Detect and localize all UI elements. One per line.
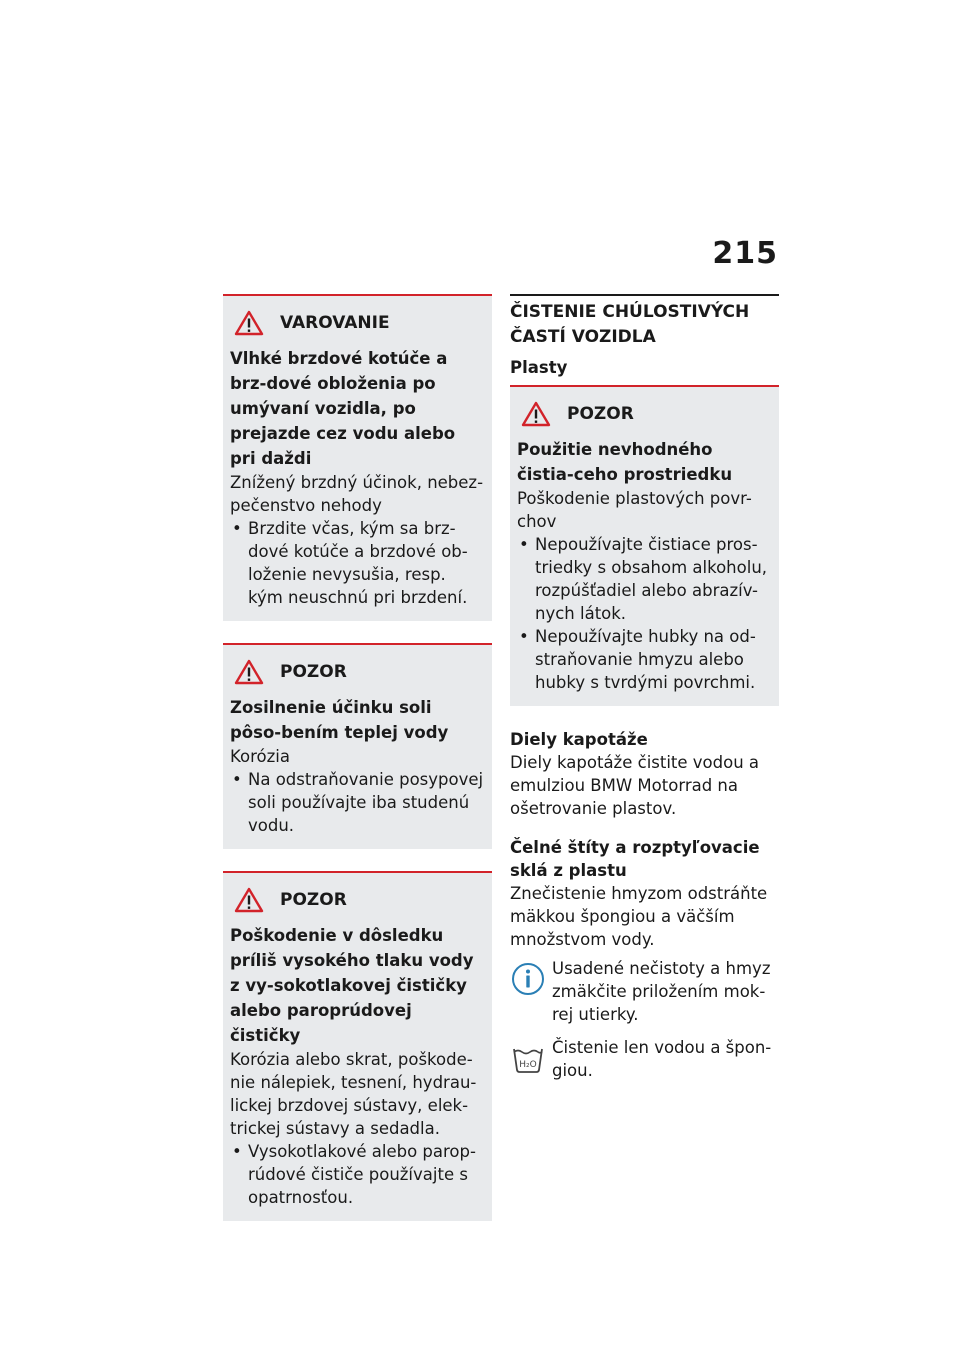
note-info [510, 957, 779, 1026]
box-subtitle: Vlhké brzdové kotúče a brz-dové obloženia po umývaní vozidla, po prejazde cez vodu alebo pri daždi [230, 349, 456, 468]
list-item: • Na odstraňovanie posypovej soli používajte iba studenú vodu. [230, 768, 484, 837]
bullet-list [230, 517, 484, 609]
subsection-heading-diely: Diely kapotáže [510, 730, 648, 749]
bullet-list [230, 768, 484, 837]
box-subtitle: Použitie nevhodného čistia-ceho prostriedku [517, 440, 733, 484]
bullet-list [517, 533, 771, 694]
box-subtitle: Poškodenie v dôsledku príliš vysokého tlaku vody z vy-sokotlakovej čističky alebo paroprúdovej čističky [230, 926, 474, 1045]
caution-box-pressure [223, 871, 492, 1221]
box-header [517, 401, 771, 427]
paragraph-stity: Znečistenie hmyzom odstráňte mäkkou špongiou a väčším množstvom vody. [510, 884, 768, 949]
warning-triangle-icon [234, 887, 264, 913]
box-title: POZOR [567, 404, 634, 424]
list-item: • Vysokotlakové alebo parop-rúdové čističe používajte s opatrnosťou. [230, 1140, 484, 1209]
box-header [230, 659, 484, 685]
warning-triangle-icon [521, 401, 551, 427]
box-header [230, 887, 484, 913]
box-subtitle: Zosilnenie účinku soli pôso-bením teplej vody [230, 698, 449, 742]
paragraph-diely: Diely kapotáže čistite vodou a emulziou BMW Motorrad na ošetrovanie plastov. [510, 753, 760, 818]
box-header [230, 310, 484, 336]
box-text: Korózia alebo skrat, poškode-nie nálepiek, tesnení, hydrau-lickej brzdovej sústavy, elek-trickej sústavy a sedadla. [230, 1050, 477, 1138]
warning-box-brakes [223, 294, 492, 621]
right-column [510, 294, 779, 1092]
water-icon-label: H₂O [519, 1060, 537, 1070]
note-text: Usadené nečistoty a hmyz zmäkčite priložením mok-rej utierky. [552, 959, 771, 1024]
caution-box-salt [223, 643, 492, 849]
note-water [510, 1036, 779, 1082]
info-icon [510, 961, 546, 997]
caution-box-cleaner [510, 385, 779, 706]
subsection-heading-plasty: Plasty [510, 358, 568, 377]
page-number: 215 [712, 236, 778, 271]
left-column [223, 294, 492, 1243]
box-title: VAROVANIE [280, 313, 390, 333]
subsection-heading-stity: Čelné štíty a rozptyľovacie sklá z plastu [510, 838, 760, 880]
box-text: Korózia [230, 747, 290, 766]
bullet-list [230, 1140, 484, 1209]
list-item: • Nepoužívajte hubky na od-straňovanie hmyzu alebo hubky s tvrdými povrchmi. [517, 625, 771, 694]
box-title: POZOR [280, 890, 347, 910]
note-text: Čistenie len vodou a špon-giou. [552, 1038, 772, 1080]
warning-triangle-icon [234, 310, 264, 336]
section-title: ČISTENIE CHÚLOSTIVÝCH ČASTÍ VOZIDLA [510, 294, 779, 350]
list-item: • Brzdite včas, kým sa brz-dové kotúče a brzdové ob-loženie nevysušia, resp. kým neuschnú pri brzdení. [230, 517, 484, 609]
box-text: Poškodenie plastových povr-chov [517, 489, 752, 531]
warning-triangle-icon [234, 659, 264, 685]
box-title: POZOR [280, 662, 347, 682]
list-item: • Nepoužívajte čistiace pros-triedky s obsahom alkoholu, rozpúšťadiel alebo abrazív-nych látok. [517, 533, 771, 625]
water-cleaning-icon [510, 1040, 546, 1076]
box-text: Znížený brzdný účinok, nebez-pečenstvo nehody [230, 473, 484, 515]
